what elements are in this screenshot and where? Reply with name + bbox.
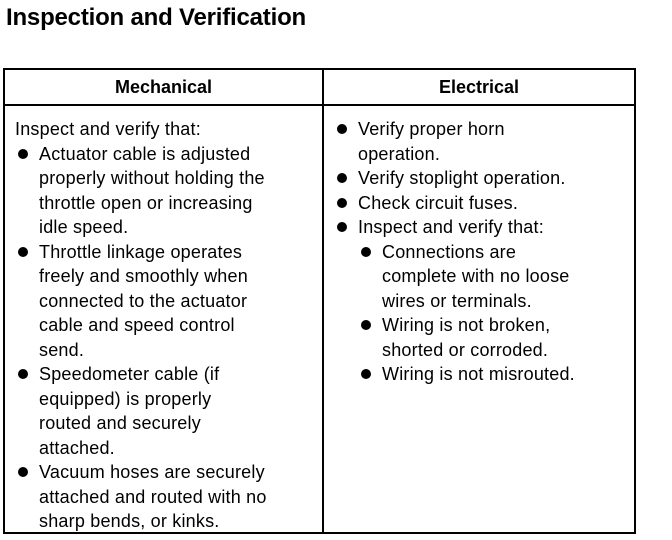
list-item-line: shorted or corroded. — [382, 339, 549, 360]
list-item — [334, 166, 634, 191]
page-title: Inspection and Verification — [6, 4, 306, 31]
list-item-line: Vacuum hoses are securely — [39, 462, 265, 482]
bullet-icon — [18, 467, 28, 477]
list-item — [334, 191, 634, 216]
list-item-line: equipped) is properly — [39, 388, 212, 409]
list-item-line: cable and speed control — [39, 315, 235, 335]
list-item-line: Connections are — [382, 241, 517, 262]
list-item — [15, 362, 320, 460]
list-item-line: throttle open or increasing — [39, 192, 253, 213]
bullet-icon — [361, 320, 371, 330]
list-item-line: Throttle linkage operates — [39, 241, 243, 262]
list-item-line: attached. — [39, 437, 115, 458]
list-item-line: connected to the actuator — [39, 290, 248, 311]
bullet-icon — [337, 198, 347, 208]
bullet-icon — [337, 124, 347, 134]
mechanical-column-header: Mechanical — [114, 77, 213, 97]
list-item — [15, 240, 320, 363]
list-item-line: freely and smoothly when — [39, 266, 248, 286]
electrical-cell — [334, 117, 634, 387]
list-item-line: sharp bends, or kinks. — [39, 511, 220, 531]
list-item — [334, 117, 634, 166]
list-item-line: attached and routed with no — [39, 486, 267, 507]
list-item-line: Actuator cable is adjusted — [39, 143, 251, 164]
bullet-icon — [337, 222, 347, 232]
mechanical-cell — [15, 117, 320, 534]
electrical-column-header: Electrical — [438, 77, 520, 97]
sub-list-item — [358, 362, 634, 387]
bullet-icon — [18, 247, 28, 257]
list-item-line: properly without holding the — [39, 168, 265, 188]
list-item-line: idle speed. — [39, 217, 129, 237]
list-item-line: Verify proper horn — [358, 119, 505, 139]
list-item-line: Wiring is not broken, — [382, 315, 551, 335]
column-divider — [322, 70, 324, 532]
list-item-line: Speedometer cable (if — [39, 364, 220, 384]
electrical-list — [334, 117, 634, 387]
sub-list-item — [358, 240, 634, 314]
list-item-line: wires or terminals. — [382, 290, 532, 311]
list-item — [15, 142, 320, 240]
list-item-line: Verify stoplight operation. — [358, 168, 566, 188]
bullet-icon — [337, 173, 347, 183]
inspection-table — [3, 68, 636, 534]
bullet-icon — [18, 369, 28, 379]
list-item-line: Check circuit fuses. — [358, 192, 519, 213]
list-item-line: routed and securely — [39, 413, 201, 433]
mechanical-intro: Inspect and verify that: — [15, 119, 201, 139]
bullet-icon — [361, 247, 371, 257]
bullet-icon — [361, 369, 371, 379]
list-item-line: Inspect and verify that: — [358, 217, 544, 237]
mechanical-list — [15, 142, 320, 534]
bullet-icon — [18, 149, 28, 159]
sub-list-item — [358, 313, 634, 362]
list-item-line: complete with no loose — [382, 266, 570, 286]
list-item-line: send. — [39, 339, 85, 360]
list-item-line: operation. — [358, 143, 441, 164]
list-item — [15, 460, 320, 534]
electrical-sub-list — [358, 240, 634, 387]
list-item — [334, 215, 634, 387]
header-rule — [5, 104, 634, 106]
list-item-line: Wiring is not misrouted. — [382, 364, 575, 384]
